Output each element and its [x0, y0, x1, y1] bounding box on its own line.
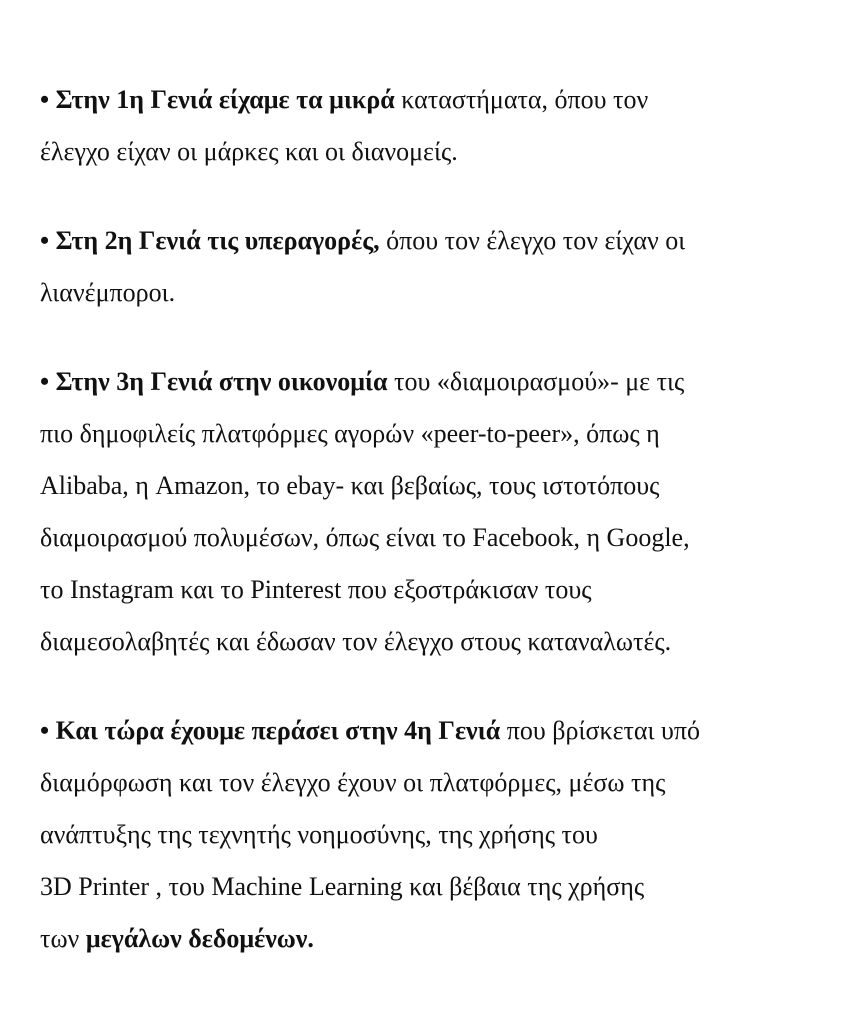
text-run: των [40, 924, 86, 953]
text-run: του «διαμοιρασμού»- με τις [387, 367, 685, 396]
text-line: πιο δημοφιλείς πλατφόρμες αγορών «peer-to-peer», όπως η [40, 419, 660, 448]
bullet-icon: • [40, 85, 50, 114]
text-line: το Instagram και το Pinterest που εξοστράκισαν τους [40, 575, 592, 604]
paragraph-generation-1 [40, 74, 840, 178]
text-line [40, 913, 840, 965]
text-line: διαμόρφωση και τον έλεγχο έχουν οι πλατφόρμες, μέσω της [40, 768, 666, 797]
text-run: όπου τον έλεγχο τον είχαν οι [379, 226, 686, 255]
bullet-icon: • [40, 367, 50, 396]
text-line: ανάπτυξης της τεχνητής νοημοσύνης, της χρήσης του [40, 820, 598, 849]
bold-heading: Στην 1η Γενιά είχαμε τα μικρά [55, 85, 395, 114]
text-line: διαμοιρασμού πολυμέσων, όπως είναι το Facebook, η Google, [40, 523, 690, 552]
text-line [40, 215, 840, 267]
paragraph-generation-2 [40, 215, 840, 319]
bold-heading: Στην 3η Γενιά στην οικονομία [55, 367, 388, 396]
document-body [40, 74, 840, 1002]
text-line [40, 74, 840, 126]
bold-heading: Στη 2η Γενιά τις υπεραγορές, [55, 226, 380, 255]
text-line: λιανέμποροι. [40, 278, 176, 307]
bold-phrase: μεγάλων δεδομένων. [85, 924, 314, 953]
text-run: που βρίσκεται υπό [500, 716, 701, 745]
paragraph-generation-4 [40, 705, 840, 965]
bold-heading: Και τώρα έχουμε περάσει στην 4η Γενιά [55, 716, 501, 745]
bullet-icon: • [40, 716, 50, 745]
text-line [40, 356, 840, 408]
paragraph-generation-3 [40, 356, 840, 668]
text-run: καταστήματα, όπου τον [394, 85, 649, 114]
bullet-icon: • [40, 226, 50, 255]
text-line [40, 705, 840, 757]
text-line: 3D Printer , του Machine Learning και βέβαια της χρήσης [40, 872, 645, 901]
text-line: έλεγχο είχαν οι μάρκες και οι διανομείς. [40, 137, 458, 166]
text-line: Alibaba, η Amazon, το ebay- και βεβαίως, τους ιστοτόπους [40, 471, 660, 500]
text-line: διαμεσολαβητές και έδωσαν τον έλεγχο στους καταναλωτές. [40, 627, 672, 656]
